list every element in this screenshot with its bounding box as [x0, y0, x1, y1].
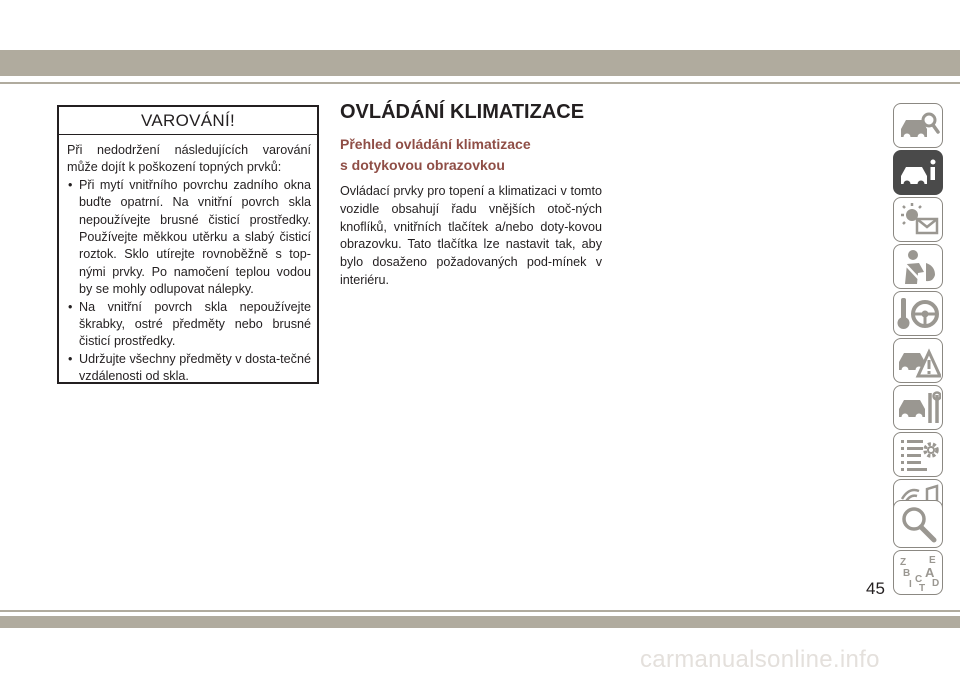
warning-item: • Při mytí vnitřního povrchu zadního okna buďte opatrní. Na vnitřní povrch skla nepoužívejte brusné čisticí prostředky. Používejte měkkou utěrku a slabý čisticí roztok. Sklo utírejte rovnoběžně s top-nými prvky. Po namočení teplou vodou by se mohly odlupovat nálepky. [67, 177, 311, 299]
tab-emergency[interactable] [893, 338, 943, 383]
car-info-icon [897, 154, 941, 192]
section-subtitle [340, 134, 531, 176]
warning-item: • Na vnitřní povrch skla nepoužívejte škrabky, ostré předměty nebo brusné čisticí prostředky. [67, 299, 311, 351]
tab-service[interactable] [893, 385, 943, 430]
tab-car-search[interactable] [893, 103, 943, 148]
section-body: Ovládací prvky pro topení a klimatizaci v tomto vozidle obsahují řadu vnějších otoč-ných knoflíků, vnitřních tlačítek a/nebo doty-kovou obrazovku. Tato tlačítka lze nastavit tak, aby bylo dosaženo požadovaných pod-mínek v interiéru. [340, 184, 602, 287]
index-letter: T [919, 583, 926, 592]
index-letter: B [903, 568, 911, 579]
car-service-icon [897, 389, 941, 427]
specifications-gear-icon [897, 436, 941, 474]
tab-search[interactable] [893, 500, 943, 548]
warning-intro: Při nedodržení následujících varování může dojít k poškození topných prvků: [67, 143, 311, 175]
page-number: 45 [866, 579, 885, 598]
car-search-icon [897, 107, 941, 145]
warning-title: VAROVÁNÍ! [59, 107, 317, 135]
car-emergency-icon [897, 342, 941, 380]
tab-specifications[interactable] [893, 432, 943, 477]
section-title: OVLÁDÁNÍ KLIMATIZACE [340, 101, 585, 123]
search-icon [897, 504, 941, 544]
subtitle-line-1: Přehled ovládání klimatizace [340, 136, 531, 152]
tab-safety[interactable] [893, 244, 943, 289]
warning-item: • Udržujte všechny předměty v dosta-tečné vzdálenosti od skla. [67, 351, 311, 386]
index-letter: I [909, 579, 912, 590]
index-letter: E [929, 555, 936, 566]
index-az-icon [897, 554, 941, 592]
header-rule [0, 82, 960, 84]
warning-box [57, 105, 319, 384]
tab-index[interactable] [893, 550, 943, 595]
tab-starting[interactable] [893, 291, 943, 336]
steering-wheel-key-icon [897, 295, 941, 333]
seatbelt-airbag-icon [897, 248, 941, 286]
watermark: carmanualsonline.info [640, 646, 880, 673]
header-band [0, 50, 960, 76]
index-letter: D [932, 578, 940, 589]
footer-rule [0, 610, 960, 612]
index-letter: Z [900, 557, 907, 568]
subtitle-line-2: s dotykovou obrazovkou [340, 157, 505, 173]
tab-car-info[interactable] [893, 150, 943, 195]
tab-warning-lights[interactable] [893, 197, 943, 242]
index-letter: C [915, 574, 923, 585]
warning-lights-message-icon [897, 201, 941, 239]
warning-body [59, 135, 317, 386]
index-letter: A [925, 565, 935, 580]
warning-list [67, 177, 311, 386]
footer-band [0, 616, 960, 628]
